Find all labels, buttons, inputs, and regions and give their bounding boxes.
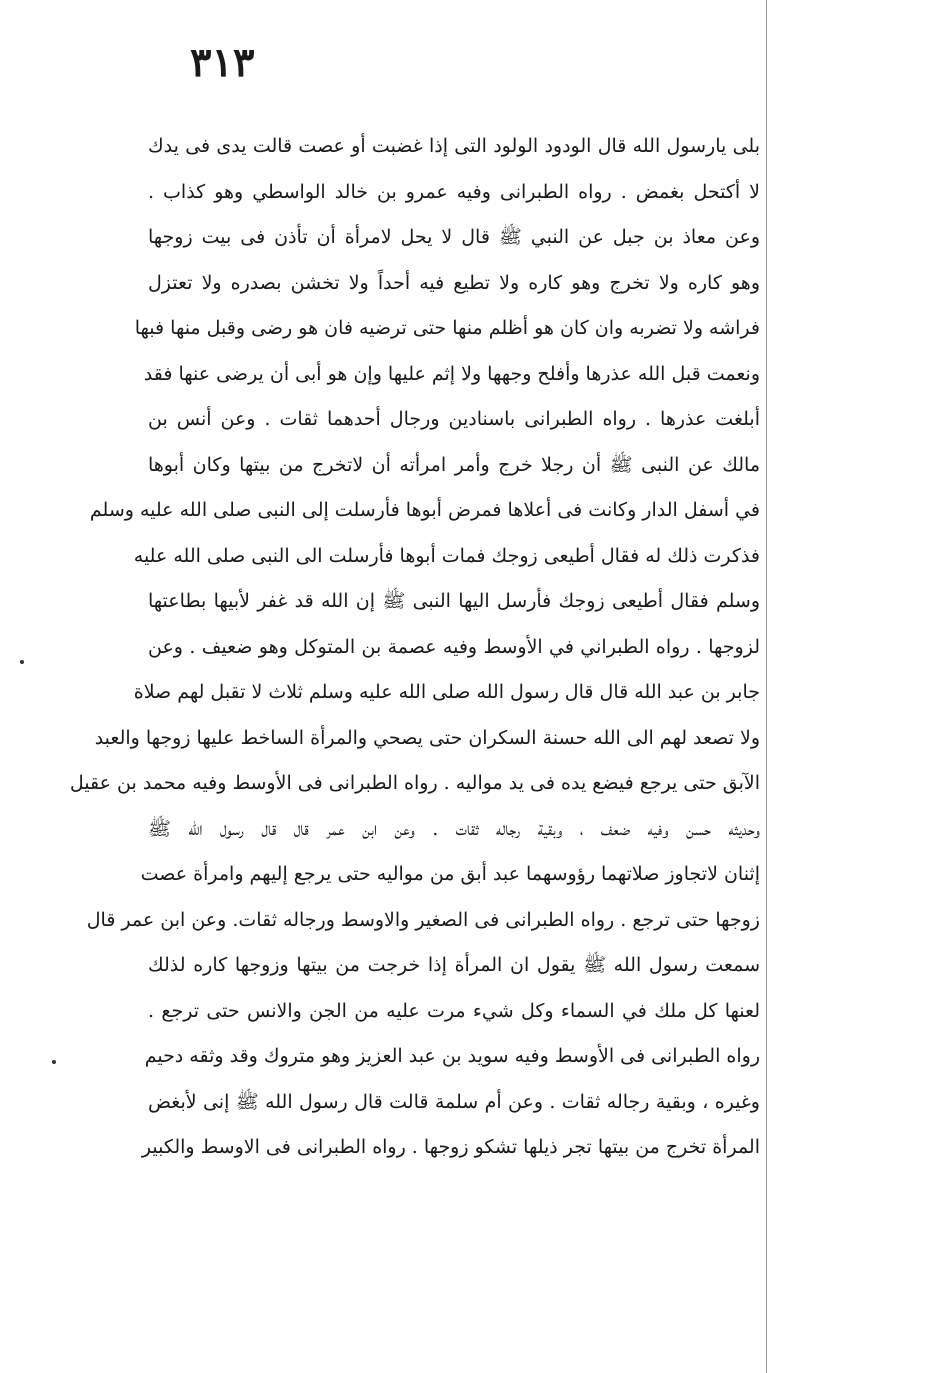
text-line: سمعت رسول الله ﷺ يقول ان المرأة إذا خرجت من بيتها وزوجها كاره لذلك	[148, 954, 760, 976]
text-line: لا أكتحل بغمض . رواه الطبرانى وفيه عمرو بن خالد الواسطي وهو كذاب .	[148, 180, 760, 203]
scan-speck	[52, 1060, 56, 1064]
text-line: ونعمت قبل الله عذرها وأفلح وجهها ولا إثم عليها وإن هو أبى أن يرضى عنها فقد	[143, 362, 760, 385]
scan-speck	[20, 660, 24, 664]
text-line: لزوجها . رواه الطبراني في الأوسط وفيه عصمة بن المتوكل وهو ضعيف . وعن	[148, 635, 760, 658]
margin-rule	[766, 0, 767, 1373]
page-number: ٣١٣	[190, 39, 255, 86]
text-line: فذكرت ذلك له فقال أطيعى زوجك فمات أبوها فأرسلت الى النبى صلى الله عليه	[133, 544, 760, 567]
text-line: إثنان لاتجاوز صلاتهما رؤوسهما عبد أبق من مواليه حتى يرجع إليهم وامرأة عصت	[140, 863, 760, 885]
text-line: في أسفل الدار وكانت فى أعلاها فمرض أبوها فأرسلت إلى النبى صلى الله عليه وسلم	[89, 499, 760, 521]
text-line: مالك عن النبى ﷺ أن رجلا خرج وأمر امرأته أن لاتخرج من بيتها وكان أبوها	[148, 453, 760, 476]
text-line: وغيره ، وبقية رجاله ثقات . وعن أم سلمة قالت قال رسول الله ﷺ إنى لأبغض	[148, 1090, 760, 1113]
text-line: الآبق حتى يرجع فيضع يده فى يد مواليه . رواه الطبرانى فى الأوسط وفيه محمد بن عقيل	[69, 772, 760, 794]
text-line: زوجها حتى ترجع . رواه الطبرانى فى الصغير والاوسط ورجاله ثقات. وعن ابن عمر قال	[86, 908, 760, 931]
text-line: المرأة تخرج من بيتها تجر ذيلها تشكو زوجها . رواه الطبرانى فى الاوسط والكبير	[141, 1136, 760, 1158]
text-line: وسلم فقال أطيعى زوجك فأرسل اليها النبى ﷺ إن الله قد غفر لأبيها بطاعتها	[148, 590, 760, 612]
text-line: ولا تصعد لهم الى الله حسنة السكران حتى يصحي والمرأة الساخط عليها زوجها والعبد	[94, 726, 760, 749]
text-line: أبلغت عذرها . رواه الطبرانى باسنادين ورجال أحدهما ثقات . وعن أنس بن	[148, 408, 760, 430]
text-line: وحديثه حسن وفيه ضعف ، وبقية رجاله ثقات . وعن ابن عمر قال قال رسول الله ﷺ	[148, 817, 760, 840]
text-line: رواه الطبرانى فى الأوسط وفيه سويد بن عبد العزيز وهو متروك وقد وثقه دحيم	[144, 1045, 760, 1067]
text-line: بلى يارسول الله قال الودود الولود التى إذا غضبت أو عصت قالت يدى فى يدك	[148, 135, 760, 157]
text-line: وعن معاذ بن جبل عن النبي ﷺ قال لا يحل لامرأة أن تأذن فى بيت زوجها	[148, 226, 760, 248]
text-line: فراشه ولا تضربه وان كان هو أظلم منها حتى ترضيه فان هو رضى وقبل منها فبها	[134, 317, 760, 339]
text-line: لعنها كل ملك في السماء وكل شيء مرت عليه من الجن والانس حتى ترجع .	[148, 999, 760, 1022]
body-text	[69, 124, 760, 1171]
text-line: جابر بن عبد الله قال قال رسول الله صلى الله عليه وسلم ثلاث لا تقبل لهم صلاة	[133, 681, 760, 703]
text-line: وهو كاره ولا تخرج وهو كاره ولا تطيع فيه أحداً ولا تخشن بصدره ولا تعتزل	[148, 271, 760, 294]
